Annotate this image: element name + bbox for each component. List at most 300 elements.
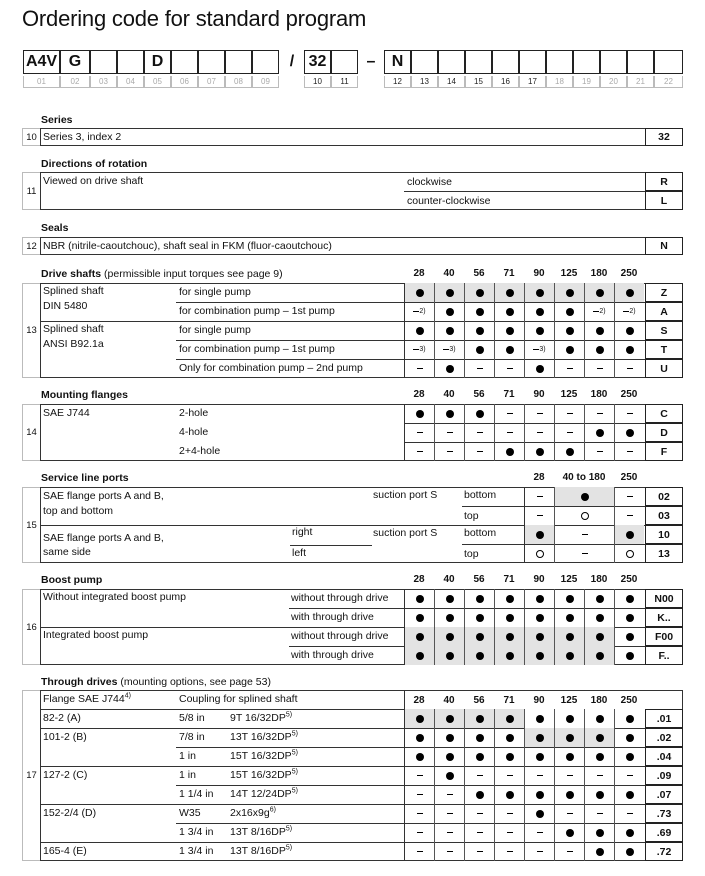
availability-cell: [494, 321, 524, 340]
option-code[interactable]: T: [645, 340, 683, 359]
not-available-dash-icon: [477, 851, 483, 852]
not-available-dash-icon: [597, 368, 603, 369]
footnote-ref: 5): [291, 768, 298, 776]
available-dot-icon: [566, 614, 574, 622]
availability-cell: [554, 608, 584, 627]
shaft-option-label: for single pump: [179, 286, 251, 298]
not-available-dash-icon: [477, 432, 483, 433]
available-dot-icon: [476, 715, 484, 723]
availability-cell: [524, 525, 554, 544]
boost-group-label: Integrated boost pump: [43, 629, 149, 641]
option-code[interactable]: N00: [645, 589, 683, 608]
available-dot-icon: [416, 410, 424, 418]
not-available-dash-icon: [567, 368, 573, 369]
not-available-dash-icon: [537, 413, 543, 414]
size-column-header: 56: [473, 574, 485, 585]
available-dot-icon: [416, 633, 424, 641]
not-available-dash-icon: [477, 368, 483, 369]
option-code[interactable]: A: [645, 302, 683, 321]
code-position-box[interactable]: [519, 50, 546, 74]
section-title-drive-shafts: [41, 268, 283, 280]
not-available-dash-icon: [567, 432, 573, 433]
availability-cell: [434, 589, 464, 608]
available-dot-icon: [596, 327, 604, 335]
availability-cell: [494, 340, 524, 359]
spline-spec-text: 15T 16/32DP: [230, 769, 292, 781]
section-number: 13: [22, 283, 41, 378]
availability-cell: [554, 404, 584, 423]
available-dot-icon: [566, 633, 574, 641]
available-dot-icon: [506, 327, 514, 335]
availability-cell: [404, 766, 434, 785]
availability-cell: [614, 728, 644, 747]
code-position-box[interactable]: [573, 50, 600, 74]
rotation-label: Viewed on drive shaft: [43, 175, 144, 187]
availability-cell: [464, 359, 494, 378]
availability-cell: [524, 359, 554, 378]
code-position-box[interactable]: [627, 50, 654, 74]
port-group-label: same side: [43, 546, 91, 558]
code-position-box[interactable]: [546, 50, 573, 74]
available-dot-icon: [416, 715, 424, 723]
option-code[interactable]: .02: [645, 728, 683, 747]
availability-cell: [404, 728, 434, 747]
available-dot-icon: [476, 791, 484, 799]
size-column-header: 250: [620, 695, 638, 706]
availability-cell: [404, 842, 434, 861]
option-code[interactable]: 03: [645, 506, 683, 525]
grid-left-border: [404, 589, 405, 665]
shaft-group-label: DIN 5480: [43, 300, 88, 312]
available-dot-icon: [626, 633, 634, 641]
size-column-header: 250: [620, 472, 638, 483]
option-code[interactable]: F..: [645, 646, 683, 665]
option-code[interactable]: N: [645, 237, 683, 255]
size-column-header: 28: [413, 268, 425, 279]
size-column-header: 180: [590, 574, 608, 585]
code-position-box[interactable]: [90, 50, 117, 74]
availability-cell: [524, 627, 554, 646]
option-code[interactable]: F: [645, 442, 683, 461]
option-code[interactable]: C: [645, 404, 683, 423]
availability-cell: [524, 766, 554, 785]
available-dot-icon: [446, 289, 454, 297]
availability-cell: [494, 359, 524, 378]
availability-cell: [524, 646, 554, 665]
availability-cell: [404, 627, 434, 646]
availability-cell: [584, 804, 614, 823]
availability-cell: [524, 785, 554, 804]
section-title-text: Drive shafts: [41, 268, 102, 280]
option-code[interactable]: D: [645, 423, 683, 442]
availability-cell: [494, 646, 524, 665]
availability-cell: [554, 544, 614, 563]
available-dot-icon: [626, 327, 634, 335]
available-dot-icon: [626, 848, 634, 856]
availability-cell: [404, 646, 434, 665]
not-available-dash-icon: [447, 451, 453, 452]
code-position-box[interactable]: [438, 50, 465, 74]
availability-cell: [614, 842, 644, 861]
code-position-number: 13: [411, 76, 438, 88]
availability-cell: [434, 823, 464, 842]
availability-cell: [524, 589, 554, 608]
size-column-header: 56: [473, 695, 485, 706]
spline-spec-label: [230, 728, 298, 746]
availability-cell: [584, 608, 614, 627]
availability-cell: [524, 728, 554, 747]
availability-cell: [524, 804, 554, 823]
optional-circle-icon: [626, 550, 634, 558]
available-dot-icon: [476, 652, 484, 660]
size-column-header: 250: [620, 574, 638, 585]
option-code[interactable]: 10: [645, 525, 683, 544]
available-dot-icon: [536, 810, 544, 818]
size-column-header: 40: [443, 574, 455, 585]
suction-port-label: suction port S: [373, 527, 438, 539]
port-side-label: right: [292, 526, 313, 538]
availability-cell: [614, 785, 644, 804]
availability-cell: [524, 423, 554, 442]
not-available-dash-icon: [597, 451, 603, 452]
code-position-box[interactable]: [411, 50, 438, 74]
section-title-text: Service line ports: [41, 472, 129, 484]
availability-cell: [434, 842, 464, 861]
code-position-box[interactable]: [331, 50, 358, 74]
available-dot-icon: [626, 614, 634, 622]
row-divider: [462, 506, 524, 507]
option-code[interactable]: F00: [645, 627, 683, 646]
section-title-text: Directions of rotation: [41, 158, 148, 170]
port-side-label: left: [292, 547, 307, 559]
size-column-header: 90: [533, 574, 545, 585]
option-code[interactable]: R: [645, 172, 683, 191]
code-position-number: 18: [546, 76, 573, 88]
availability-cell: [614, 747, 644, 766]
availability-cell: [584, 785, 614, 804]
coupling-header: Coupling for splined shaft: [179, 693, 298, 705]
availability-cell: [584, 709, 614, 728]
available-dot-icon: [566, 652, 574, 660]
option-code[interactable]: L: [645, 191, 683, 210]
code-position-number: 14: [438, 76, 465, 88]
availability-cell: [554, 804, 584, 823]
available-dot-icon: [596, 595, 604, 603]
available-dot-icon: [446, 772, 454, 780]
availability-cell: [524, 842, 554, 861]
code-position-box[interactable]: N: [384, 50, 411, 74]
option-code[interactable]: .01: [645, 709, 683, 728]
section-title-text: Through drives: [41, 676, 118, 688]
size-column-header: 125: [560, 695, 578, 706]
availability-cell: [494, 785, 524, 804]
availability-cell: [404, 442, 434, 461]
section-title-note: (permissible input torques see page 9): [101, 268, 283, 280]
code-position-number: 15: [465, 76, 492, 88]
shaft-size-label: 1 1/4 in: [179, 788, 214, 800]
availability-cell: [584, 766, 614, 785]
availability-cell: [464, 728, 494, 747]
available-dot-icon: [626, 595, 634, 603]
option-code[interactable]: .69: [645, 823, 683, 842]
size-column-header: 40: [443, 389, 455, 400]
available-dot-icon: [626, 715, 634, 723]
footnote-ref: 5): [291, 749, 298, 757]
code-position-box[interactable]: [600, 50, 627, 74]
availability-cell: [464, 589, 494, 608]
footnote-ref: 5): [291, 787, 298, 795]
availability-cell: [464, 747, 494, 766]
availability-cell: [464, 283, 494, 302]
option-code[interactable]: .09: [645, 766, 683, 785]
size-column-header: 180: [590, 268, 608, 279]
size-column-header: 180: [590, 389, 608, 400]
size-column-header: 28: [413, 389, 425, 400]
available-dot-icon: [536, 734, 544, 742]
availability-cell: [554, 283, 584, 302]
flange-size-label: 127-2 (C): [43, 769, 88, 781]
section-title-seals: [41, 222, 68, 234]
availability-cell: [434, 283, 464, 302]
not-available-dash-icon: [507, 413, 513, 414]
availability-cell: 3): [524, 340, 554, 359]
availability-cell: [614, 321, 644, 340]
not-available-dash-icon: [627, 515, 633, 516]
through-drive-option-label: without through drive: [291, 630, 389, 642]
shaft-group-label: Splined shaft: [43, 323, 104, 335]
available-dot-icon: [506, 595, 514, 603]
option-code[interactable]: K..: [645, 608, 683, 627]
not-available-dash-icon: [627, 775, 633, 776]
available-dot-icon: [536, 652, 544, 660]
not-available-dash-icon: [537, 832, 543, 833]
series-label: Series 3, index 2: [43, 131, 122, 143]
code-position-number: 17: [519, 76, 546, 88]
not-available-dash-icon: [582, 553, 588, 554]
size-column-header: 125: [560, 574, 578, 585]
size-column-header: 90: [533, 389, 545, 400]
availability-cell: [614, 442, 644, 461]
code-position-box[interactable]: [492, 50, 519, 74]
availability-cell: [584, 404, 614, 423]
option-code[interactable]: 13: [645, 544, 683, 563]
code-separator-dash: –: [366, 53, 376, 70]
code-position-box[interactable]: 32: [304, 50, 331, 74]
availability-cell: [524, 709, 554, 728]
availability-cell: [554, 728, 584, 747]
size-column-header: 71: [503, 695, 515, 706]
availability-cell: [494, 766, 524, 785]
availability-cell: [584, 589, 614, 608]
availability-cell: [494, 842, 524, 861]
availability-cell: [584, 747, 614, 766]
availability-cell: [404, 747, 434, 766]
available-dot-icon: [506, 633, 514, 641]
availability-cell: [404, 321, 434, 340]
available-dot-icon: [566, 791, 574, 799]
code-position-box[interactable]: [465, 50, 492, 74]
shaft-option-label: for single pump: [179, 324, 251, 336]
section-title-boost-pump: [41, 574, 102, 586]
availability-cell: [464, 442, 494, 461]
option-code[interactable]: .72: [645, 842, 683, 861]
availability-cell: [584, 283, 614, 302]
option-code[interactable]: .07: [645, 785, 683, 804]
availability-cell: [584, 627, 614, 646]
availability-cell: [404, 404, 434, 423]
available-dot-icon: [626, 346, 634, 354]
option-code[interactable]: 02: [645, 487, 683, 506]
availability-cell: [554, 842, 584, 861]
code-position-number: 09: [252, 76, 279, 88]
available-dot-icon: [536, 715, 544, 723]
availability-cell: [494, 404, 524, 423]
not-available-dash-icon: [567, 851, 573, 852]
available-dot-icon: [476, 633, 484, 641]
available-dot-icon: [446, 614, 454, 622]
available-dot-icon: [566, 308, 574, 316]
not-available-dash-icon: [417, 794, 423, 795]
option-code[interactable]: .04: [645, 747, 683, 766]
spline-spec-label: [230, 766, 298, 784]
shaft-size-label: 1 in: [179, 769, 196, 781]
section-table: [40, 128, 683, 146]
availability-cell: [434, 423, 464, 442]
code-position-box[interactable]: [171, 50, 198, 74]
availability-cell: [494, 823, 524, 842]
grid-left-border: [404, 404, 405, 461]
available-dot-icon: [626, 652, 634, 660]
code-position-box[interactable]: D: [144, 50, 171, 74]
spline-spec-text: 14T 12/24DP: [230, 788, 292, 800]
size-column-header: 250: [620, 268, 638, 279]
option-code[interactable]: U: [645, 359, 683, 378]
availability-cell: 3): [404, 340, 434, 359]
available-dot-icon: [446, 327, 454, 335]
code-position-number: 08: [225, 76, 252, 88]
port-position-label: bottom: [464, 489, 497, 501]
not-available-dash-icon: [627, 368, 633, 369]
footnote-ref: 5): [291, 730, 298, 738]
port-group-label: SAE flange ports A and B,: [43, 532, 164, 544]
availability-cell: [584, 842, 614, 861]
spline-spec-label: [230, 842, 292, 860]
flange-header: [43, 690, 131, 708]
option-code[interactable]: 32: [645, 128, 683, 146]
option-code[interactable]: S: [645, 321, 683, 340]
available-dot-icon: [446, 652, 454, 660]
availability-cell: [554, 747, 584, 766]
not-available-dash-icon: [627, 413, 633, 414]
availability-cell: [494, 728, 524, 747]
availability-cell: [404, 423, 434, 442]
code-position-box[interactable]: [117, 50, 144, 74]
available-dot-icon: [416, 327, 424, 335]
option-code[interactable]: .73: [645, 804, 683, 823]
size-column-header: 40: [443, 695, 455, 706]
available-dot-icon: [596, 829, 604, 837]
availability-cell: [404, 608, 434, 627]
available-dot-icon: [536, 633, 544, 641]
code-position-box[interactable]: [654, 50, 683, 74]
footnote-ref: 6): [269, 806, 276, 814]
section-title-mounting-flanges: [41, 389, 128, 401]
available-dot-icon: [476, 410, 484, 418]
code-position-number: 10: [304, 76, 331, 88]
size-column-header: 40: [443, 268, 455, 279]
section-title-note: (mounting options, see page 53): [117, 676, 271, 688]
available-dot-icon: [506, 791, 514, 799]
available-dot-icon: [446, 734, 454, 742]
availability-cell: [434, 747, 464, 766]
spline-spec-text: 15T 16/32DP: [230, 750, 292, 762]
code-position-number: 03: [90, 76, 117, 88]
available-dot-icon: [476, 753, 484, 761]
availability-cell: [494, 747, 524, 766]
availability-cell: 2): [404, 302, 434, 321]
available-dot-icon: [566, 448, 574, 456]
available-dot-icon: [626, 289, 634, 297]
not-available-dash-icon: [597, 413, 603, 414]
code-position-box[interactable]: A4V: [23, 50, 60, 74]
available-dot-icon: [476, 614, 484, 622]
available-dot-icon: [476, 308, 484, 316]
availability-cell: [554, 321, 584, 340]
availability-cell: [434, 709, 464, 728]
not-available-dash-icon: [567, 413, 573, 414]
availability-cell: [524, 404, 554, 423]
available-dot-icon: [416, 652, 424, 660]
available-dot-icon: [596, 429, 604, 437]
availability-cell: [434, 608, 464, 627]
availability-cell: [554, 359, 584, 378]
availability-cell: [494, 283, 524, 302]
available-dot-icon: [446, 633, 454, 641]
section-title-text: Mounting flanges: [41, 389, 128, 401]
availability-cell: [584, 321, 614, 340]
available-dot-icon: [536, 289, 544, 297]
not-available-dash-icon: [627, 451, 633, 452]
availability-cell: [614, 589, 644, 608]
port-position-label: top: [464, 548, 479, 560]
availability-cell: [614, 340, 644, 359]
available-dot-icon: [506, 448, 514, 456]
availability-cell: [554, 340, 584, 359]
not-available-dash-icon: [507, 851, 513, 852]
not-available-dash-icon: [447, 432, 453, 433]
availability-cell: [614, 359, 644, 378]
code-position-number: 04: [117, 76, 144, 88]
option-code[interactable]: Z: [645, 283, 683, 302]
code-position-box[interactable]: [225, 50, 252, 74]
boost-group-label: Without integrated boost pump: [43, 591, 187, 603]
not-available-dash-icon: [537, 775, 543, 776]
code-position-box[interactable]: [252, 50, 279, 74]
code-position-number: 16: [492, 76, 519, 88]
code-position-box[interactable]: G: [60, 50, 90, 74]
available-dot-icon: [596, 652, 604, 660]
available-dot-icon: [596, 289, 604, 297]
code-position-box[interactable]: [198, 50, 225, 74]
grid-left-border: [524, 487, 525, 563]
available-dot-icon: [566, 289, 574, 297]
available-dot-icon: [476, 327, 484, 335]
not-available-dash-icon: [447, 794, 453, 795]
availability-cell: [464, 804, 494, 823]
code-position-number: 21: [627, 76, 654, 88]
section-number: 12: [22, 237, 41, 255]
availability-cell: [464, 423, 494, 442]
